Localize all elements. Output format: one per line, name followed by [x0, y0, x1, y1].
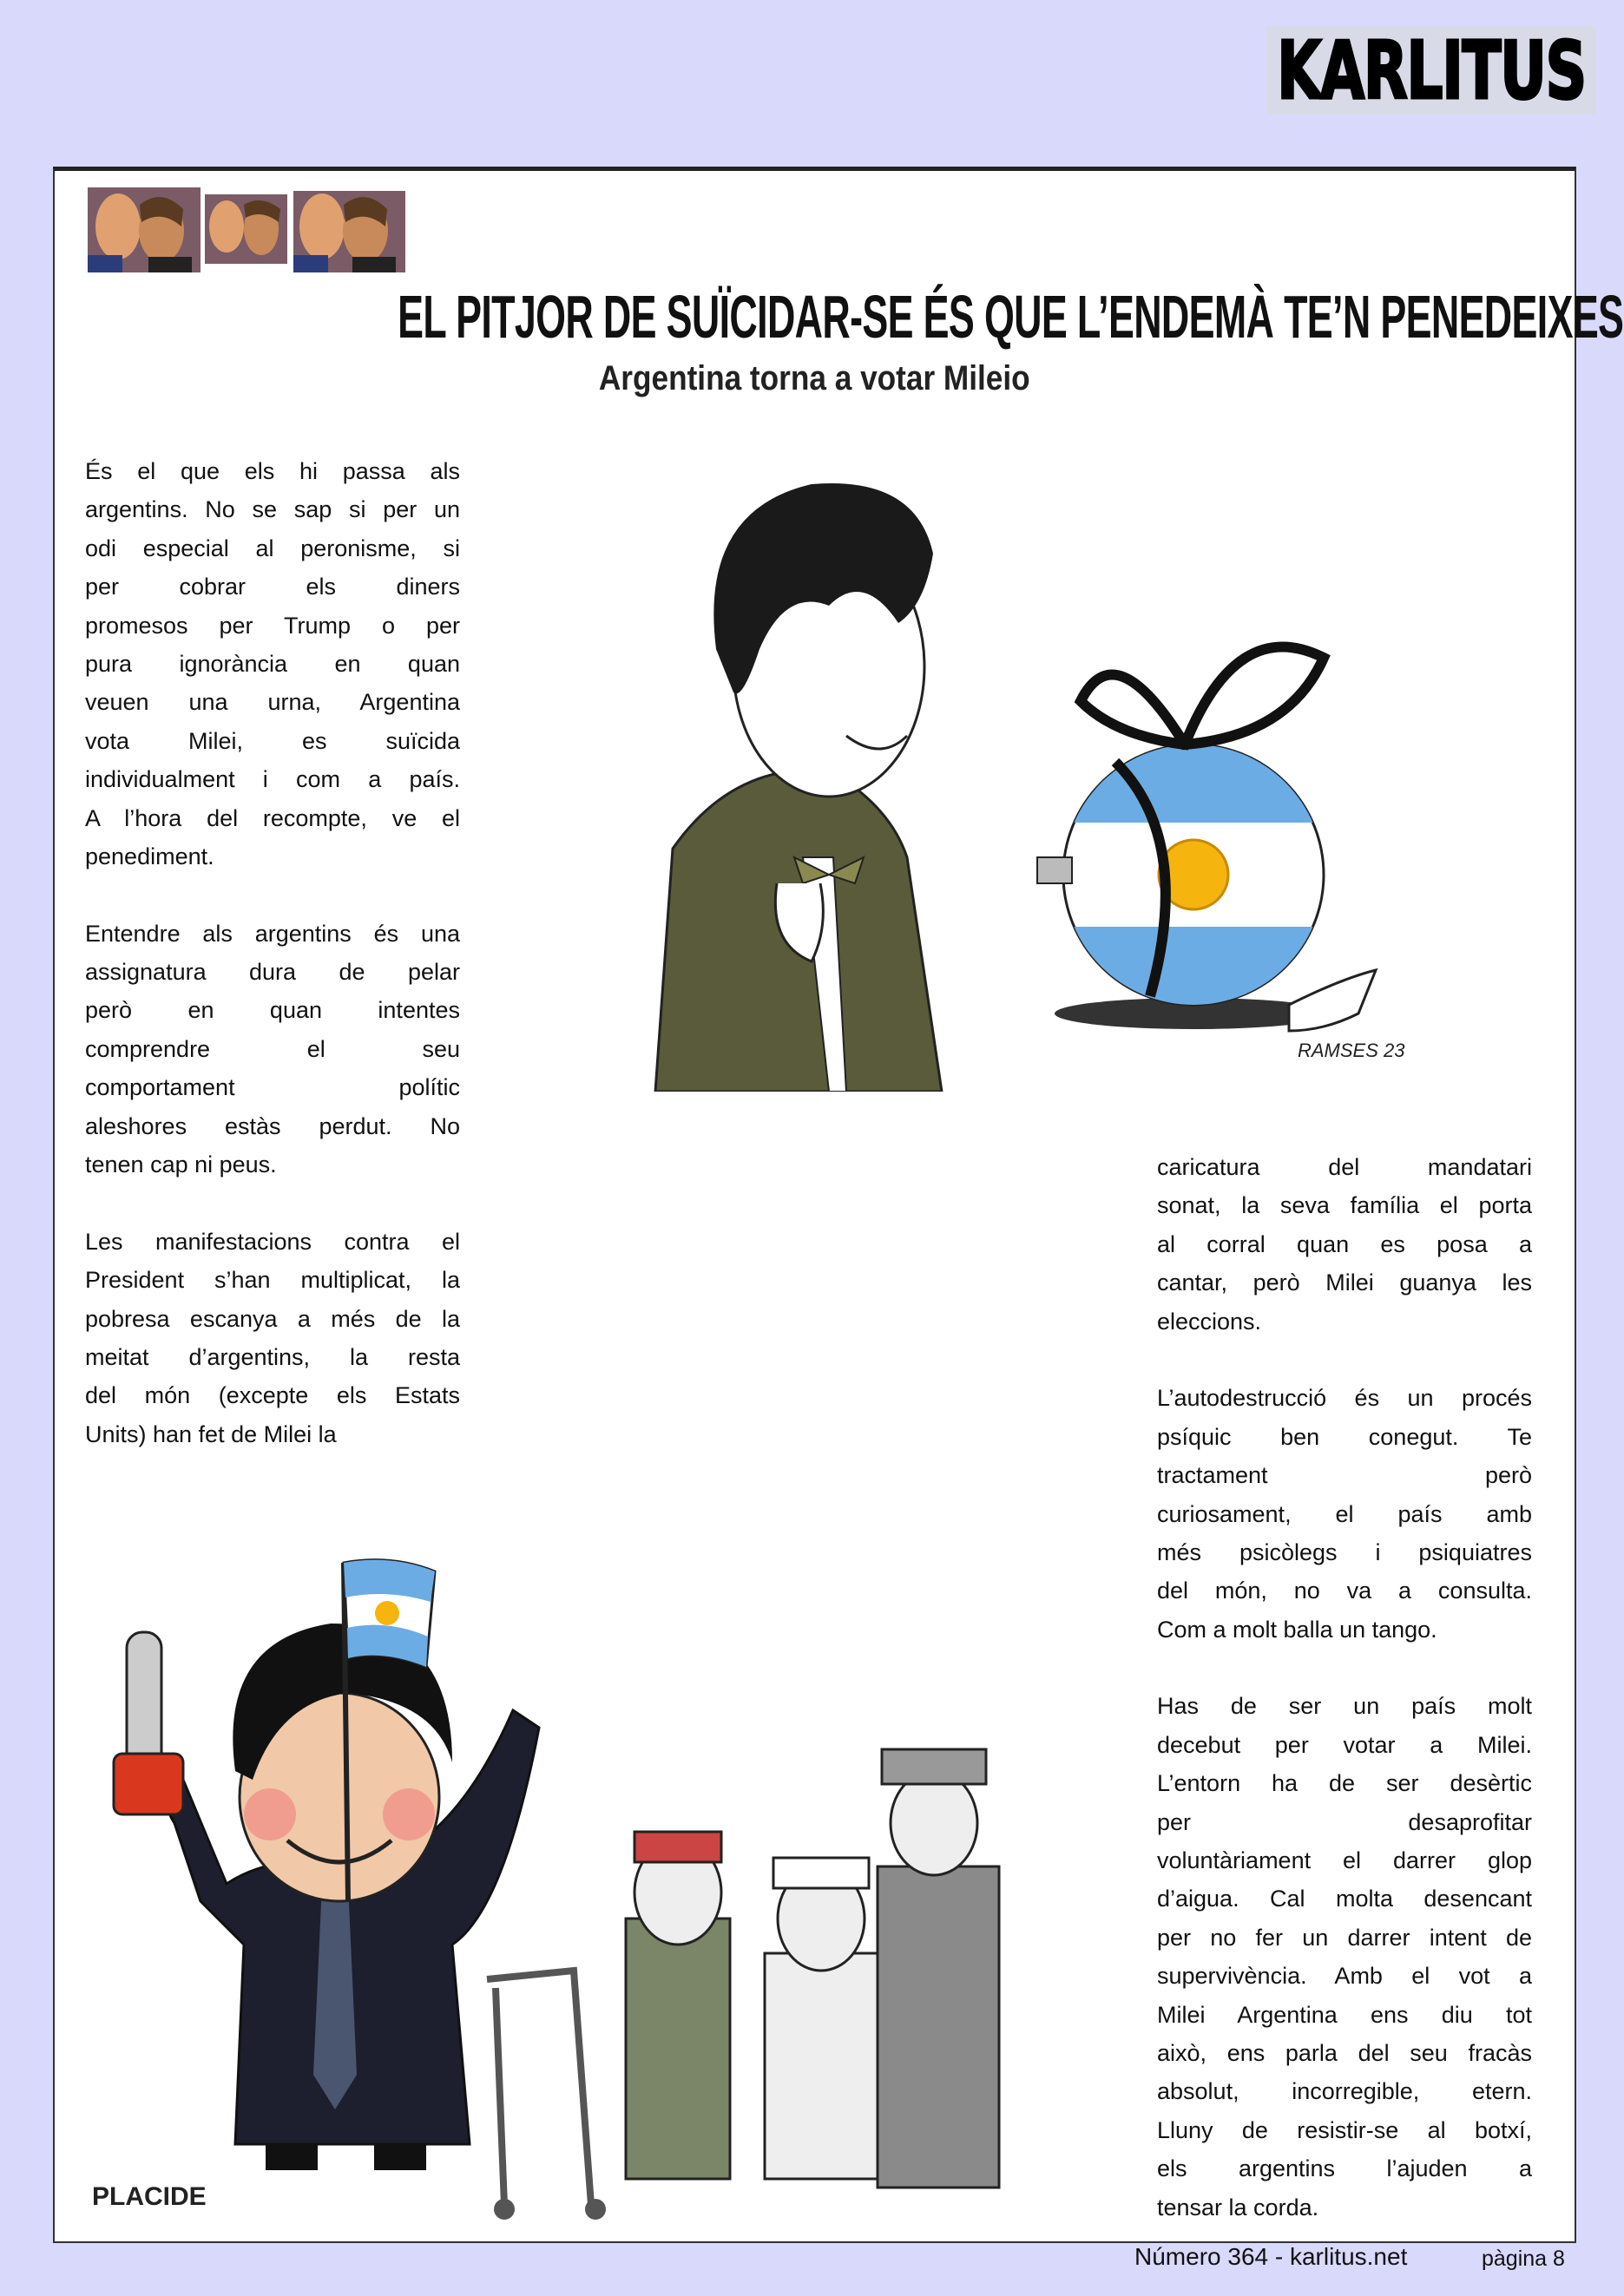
text-line: President s’han multiplicat, la [85, 1267, 460, 1294]
thumbnail-2 [205, 194, 287, 264]
text-line: curiosament, el país amb [1157, 1500, 1532, 1527]
text-line: meitat d’argentins, la resta [85, 1343, 460, 1370]
text-line: però en quan intentes [85, 997, 460, 1024]
signature-ramses: RAMSES 23 [1298, 1040, 1405, 1061]
cartoon-milei-chainsaw-skeletons [88, 1537, 1099, 2227]
text-line: veuen una urna, Argentina [85, 689, 460, 716]
text-line: del món (excepte els Estats [85, 1382, 460, 1409]
paragraph [85, 915, 460, 1184]
paragraph [1157, 1148, 1532, 1341]
text-line: comprendre el seu [85, 1035, 460, 1062]
text-line: penediment. [85, 843, 214, 869]
footer-page-number: pàgina 8 [1482, 2247, 1565, 2271]
text-line: odi especial al peronisme, si [85, 535, 460, 561]
paragraph [85, 1223, 460, 1453]
paragraph [1157, 1379, 1532, 1649]
text-line: els argentins l’ajuden a [1157, 2155, 1532, 2182]
text-line: tractament però [1157, 1462, 1532, 1489]
text-line: Com a molt balla un tango. [1157, 1616, 1437, 1643]
text-line: comportament polític [85, 1074, 460, 1101]
karlitus-logo [1266, 26, 1596, 115]
article-subtitle [53, 359, 1576, 398]
thumbnail-1 [88, 187, 201, 272]
text-line: argentins. No se sap si per un [85, 496, 460, 523]
text-line: sonat, la seva família el porta [1157, 1192, 1532, 1219]
text-line: per no fer un darrer intent de [1157, 1924, 1532, 1951]
paragraph [1157, 1687, 1532, 2226]
footer-issue: Número 364 - karlitus.net [1134, 2243, 1408, 2270]
text-line: eleccions. [1157, 1308, 1262, 1335]
header-thumbnails [88, 187, 405, 272]
signature-placide: PLACIDE [92, 2182, 207, 2211]
text-line: per cobrar els diners [85, 574, 460, 600]
text-line: promesos per Trump o per [85, 612, 460, 639]
text-line: al corral quan es posa a [1157, 1230, 1532, 1257]
thumbnail-3 [293, 191, 405, 272]
article-title [53, 282, 1624, 351]
text-line: tensar la corda. [1157, 2194, 1319, 2221]
text-line: tenen cap ni peus. [85, 1151, 277, 1178]
text-line: d’aigua. Cal molta desencant [1157, 1886, 1532, 1912]
text-line: decebut per votar a Milei. [1157, 1731, 1532, 1758]
text-line: Milei Argentina ens diu tot [1157, 2001, 1532, 2028]
text-line: aleshores estàs perdut. No [85, 1112, 460, 1139]
left-text-column [85, 452, 460, 1492]
cartoon-milei-flag-bomb [629, 476, 1428, 1092]
text-line: Lluny de resistir-se al botxí, [1157, 2116, 1532, 2143]
text-line: Les manifestacions contra el [85, 1228, 460, 1255]
caricature-thumbnails [88, 187, 405, 272]
text-line: cantar, però Milei guanya les [1157, 1269, 1532, 1296]
text-line: L’entorn ha de ser desèrtic [1157, 1770, 1532, 1797]
text-line: assignatura dura de pelar [85, 959, 460, 986]
text-line: L’autodestrucció és un procés [1157, 1385, 1532, 1412]
text-line: Entendre als argentins és una [85, 920, 460, 947]
text-line: pura ignorància en quan [85, 650, 460, 677]
text-line: caricatura del mandatari [1157, 1154, 1532, 1180]
text-line: individualment i com a país. [85, 766, 460, 793]
text-line: del món, no va a consulta. [1157, 1578, 1532, 1604]
text-line: A l’hora del recompte, ve el [85, 804, 460, 831]
text-line: supervivència. Amb el vot a [1157, 1963, 1532, 1990]
text-line: És el que els hi passa als [85, 458, 460, 484]
text-line: això, ens parla del seu fracàs [1157, 2039, 1532, 2066]
text-line: per desaprofitar [1157, 1808, 1532, 1835]
paragraph [85, 452, 460, 876]
text-line: Units) han fet de Milei la [85, 1420, 337, 1447]
text-line: psíquic ben conegut. Te [1157, 1423, 1532, 1450]
text-line: més psicòlegs i psiquiatres [1157, 1538, 1532, 1565]
title-text: EL PITJOR DE SUÏCIDAR-SE ÉS QUE L’ENDEMÀ TE’N PENEDEIXES [398, 283, 1624, 351]
logo-text: KARLITUS [1277, 26, 1586, 115]
text-line: vota Milei, es suïcida [85, 727, 460, 754]
text-line: Has de ser un país molt [1157, 1693, 1532, 1720]
right-text-column [1157, 1148, 1532, 2265]
text-line: voluntàriament el darrer glop [1157, 1847, 1532, 1874]
text-line: absolut, incorregible, etern. [1157, 2078, 1532, 2105]
subtitle-text: Argentina torna a votar Mileio [599, 359, 1030, 397]
text-line: pobresa escanya a més de la [85, 1305, 460, 1332]
